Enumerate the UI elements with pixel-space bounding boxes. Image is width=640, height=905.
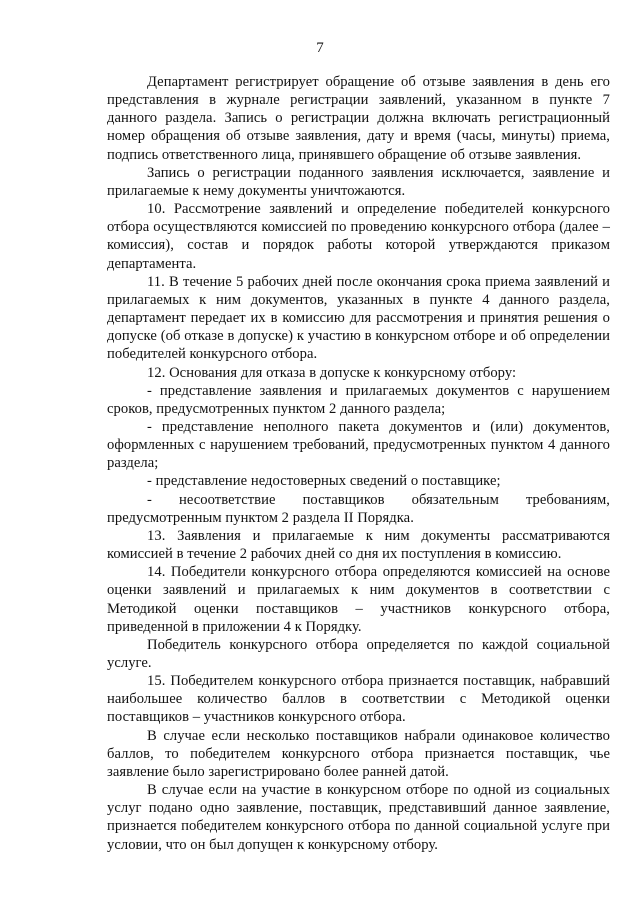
paragraph-item-14: 14. Победители конкурсного отбора определяются комиссией на основе оценки заявлений и прилагаемых к ним документов в соответствии с Методикой оценки поставщиков – участников конкурсного отбора, приведенной в приложении 4 к Порядку. <box>107 564 610 635</box>
list-item-noncompliance: - несоответствие поставщиков обязательным требованиям, предусмотренным пунктом 2 раздела II Порядка. <box>107 491 610 526</box>
list-item-false-information: - представление недостоверных сведений о поставщике; <box>147 473 501 490</box>
page-number: 7 <box>316 40 324 56</box>
paragraph-registration-removal: Запись о регистрации поданного заявления исключается, заявление и прилагаемые к нему документы уничтожаются. <box>107 164 610 199</box>
paragraph-item-10: 10. Рассмотрение заявлений и определение победителей конкурсного отбора осуществляются комиссией по проведению конкурсного отбора (далее – комиссия), состав и порядок работы которой утверждаются приказом департамента. <box>107 201 610 272</box>
paragraph-item-15: 15. Победителем конкурсного отбора признается поставщик, набравший наибольшее количество баллов в соответствии с Методикой оценки поставщиков – участников конкурсного отбора. <box>107 673 610 726</box>
document-body <box>107 73 610 854</box>
paragraph-winner-per-service: Победитель конкурсного отбора определяется по каждой социальной услуге. <box>107 636 610 671</box>
paragraph-withdrawal-registration: Департамент регистрирует обращение об отзыве заявления в день его представления в журнале регистрации заявлений, указанном в пункте 7 данного раздела. Запись о регистрации должна включать регистрационный номер обращения об отзыве заявления, дату и время (часы, минуты) приема, подпись ответственного лица, принявшего обращение об отзыве заявления. <box>107 74 610 163</box>
paragraph-item-12: 12. Основания для отказа в допуске к конкурсному отбору: <box>147 364 517 381</box>
paragraph-equal-scores: В случае если несколько поставщиков набрали одинаковое количество баллов, то победителем конкурсного отбора признается поставщик, чье заявление было зарегистрировано более ранней датой. <box>107 727 610 780</box>
paragraph-single-application: В случае если на участие в конкурсном отборе по одной из социальных услуг подано одно заявление, поставщик, представивший данное заявление, признается победителем конкурсного отбора по данной социальной услуге при условии, что он был допущен к конкурсному отбору. <box>107 782 610 853</box>
paragraph-item-13: 13. Заявления и прилагаемые к ним документы рассматриваются комиссией в течение 2 рабочих дней со дня их поступления в комиссию. <box>107 527 610 563</box>
list-item-incomplete-documents: - представление неполного пакета документов и (или) документов, оформленных с нарушением требований, предусмотренных пунктом 4 данного раздела; <box>107 418 610 472</box>
list-item-deadline-violation: - представление заявления и прилагаемых документов с нарушением сроков, предусмотренных пунктом 2 данного раздела; <box>107 382 610 417</box>
paragraph-item-11: 11. В течение 5 рабочих дней после окончания срока приема заявлений и прилагаемых к ним документов, указанных в пункте 4 данного раздела, департамент передает их в комиссию для рассмотрения и принятия решения о допуске (об отказе в допуске) к участию в конкурсном отборе и об определении победителей конкурсного отбора. <box>107 273 610 363</box>
